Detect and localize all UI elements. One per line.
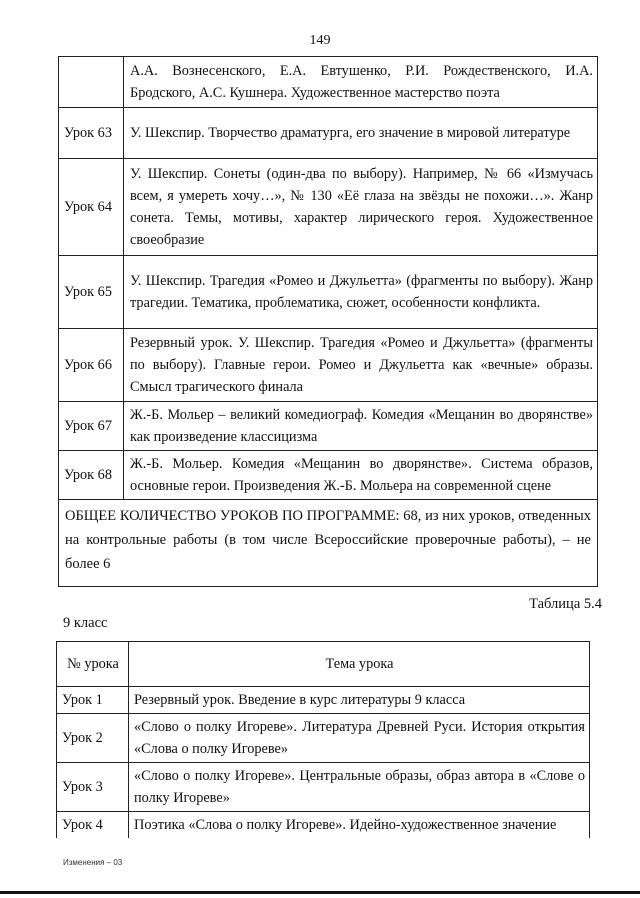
lesson-topic-cell: Ж.-Б. Мольер. Комедия «Мещанин во дворянстве». Система образов, основные герои. Произведения Ж.-Б. Мольера на современной сцене xyxy=(124,451,598,500)
lesson-number-cell: Урок 2 xyxy=(57,714,129,763)
lesson-number-cell: Урок 4 xyxy=(57,812,129,839)
bottom-border-line xyxy=(0,891,640,894)
lessons-table-grade-9 xyxy=(56,641,590,838)
lesson-number-cell: Урок 66 xyxy=(59,329,124,402)
lesson-topic-cell: А.А. Вознесенского, Е.А. Евтушенко, Р.И. Рождественского, И.А. Бродского, А.С. Кушнера. Художественное мастерство поэта xyxy=(124,57,598,108)
grade-title: 9 класс xyxy=(63,615,108,631)
lesson-topic-cell: У. Шекспир. Трагедия «Ромео и Джульетта» (фрагменты по выбору). Жанр трагедии. Тематика, проблематика, сюжет, особенности конфликта. xyxy=(124,256,598,329)
table-caption: Таблица 5.4 xyxy=(529,596,602,612)
table-row xyxy=(59,256,598,329)
lessons-table-grade-8 xyxy=(58,56,598,587)
footer-revision-note: Изменения – 03 xyxy=(63,858,123,867)
lesson-number-cell: Урок 64 xyxy=(59,159,124,256)
lesson-number-cell: Урок 3 xyxy=(57,763,129,812)
table-row xyxy=(59,108,598,159)
header-lesson-topic: Тема урока xyxy=(129,642,590,687)
lesson-topic-cell: «Слово о полку Игореве». Литература Древней Руси. История открытия «Слова о полку Игореве» xyxy=(129,714,590,763)
table-row xyxy=(57,763,590,812)
lesson-topic-cell: У. Шекспир. Сонеты (один-два по выбору). Например, № 66 «Измучась всем, я умереть хочу…», № 130 «Её глаза на звёзды не похожи…». Жанр сонета. Темы, мотивы, характер лирического героя. Художественное своеобразие xyxy=(124,159,598,256)
header-lesson-number: № урока xyxy=(57,642,129,687)
lesson-topic-cell: У. Шекспир. Творчество драматурга, его значение в мировой литературе xyxy=(124,108,598,159)
lesson-number-cell: Урок 1 xyxy=(57,687,129,714)
lesson-number-cell: Урок 65 xyxy=(59,256,124,329)
lesson-topic-cell: Ж.-Б. Мольер – великий комедиограф. Комедия «Мещанин во дворянстве» как произведение классицизма xyxy=(124,402,598,451)
table-row xyxy=(59,402,598,451)
table-row xyxy=(59,159,598,256)
table-header-row xyxy=(57,642,590,687)
table-row xyxy=(57,812,590,839)
lesson-number-cell: Урок 63 xyxy=(59,108,124,159)
table-row xyxy=(59,57,598,108)
lesson-topic-cell: Резервный урок. Введение в курс литературы 9 класса xyxy=(129,687,590,714)
page-number: 149 xyxy=(309,33,331,48)
table-row xyxy=(59,451,598,500)
total-lessons-note: ОБЩЕЕ КОЛИЧЕСТВО УРОКОВ ПО ПРОГРАММЕ: 68, из них уроков, отведенных на контрольные работы (в том числе Всероссийские проверочные работы), – не более 6 xyxy=(59,500,598,587)
lesson-topic-cell: Резервный урок. У. Шекспир. Трагедия «Ромео и Джульетта» (фрагменты по выбору). Главные герои. Ромео и Джульетта как «вечные» образы. Смысл трагического финала xyxy=(124,329,598,402)
lesson-number-cell xyxy=(59,57,124,108)
table-row xyxy=(57,687,590,714)
lesson-number-cell: Урок 67 xyxy=(59,402,124,451)
lesson-number-cell: Урок 68 xyxy=(59,451,124,500)
table-row xyxy=(57,714,590,763)
table-row xyxy=(59,329,598,402)
lesson-topic-cell: Поэтика «Слова о полку Игореве». Идейно-художественное значение xyxy=(129,812,590,839)
lesson-topic-cell: «Слово о полку Игореве». Центральные образы, образ автора в «Слове о полку Игореве» xyxy=(129,763,590,812)
table-total-row xyxy=(59,500,598,587)
